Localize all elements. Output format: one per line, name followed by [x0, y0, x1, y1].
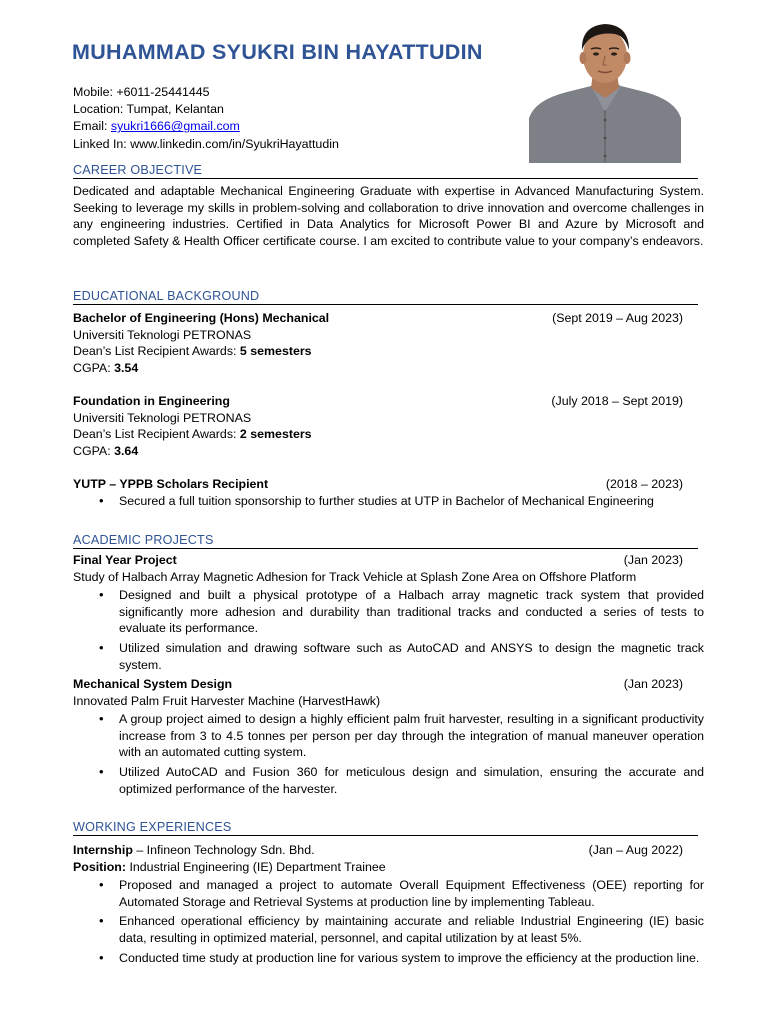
scholarship-name: YUTP – YPPB Scholars Recipient: [73, 477, 269, 491]
section-title-work: WORKING EXPERIENCES: [73, 820, 698, 836]
email-line: Email: syukri1666@gmail.com: [73, 119, 240, 134]
contact-block: [73, 84, 339, 153]
linkedin-line: Linked In: www.linkedin.com/in/SyukriHayattudin: [73, 136, 339, 151]
msd-date: (Jan 2023): [623, 677, 683, 691]
degree-institution: Universiti Teknologi PETRONAS: [73, 327, 252, 342]
section-title-education: EDUCATIONAL BACKGROUND: [73, 289, 698, 305]
project-fyp: [73, 552, 704, 676]
msd-name: Mechanical System Design: [73, 677, 233, 691]
foundation-cgpa: CGPA: 3.64: [73, 443, 139, 458]
scholarship-date: (2018 – 2023): [605, 477, 683, 491]
list-item: • Utilized simulation and drawing software such as AutoCAD and ANSYS to design the magnetic track system.: [73, 640, 704, 673]
work-experience: [73, 842, 704, 969]
profile-photo: [529, 20, 681, 163]
foundation-deans-list: Dean’s List Recipient Awards: 2 semesters: [73, 427, 312, 442]
msd-subtitle: Innovated Palm Fruit Harvester Machine (HarvestHawk): [73, 693, 381, 708]
mobile-line: Mobile: +6011-25441445: [73, 85, 210, 99]
mobile-number: +6011-25441445: [116, 85, 210, 99]
list-item: • Conducted time study at production line for various system to improve the efficiency at the production line.: [73, 950, 704, 967]
career-objective-text: Dedicated and adaptable Mechanical Engineering Graduate with expertise in Advanced Manufacturing System. Seeking to leverage my skills in problem-solving and collaboration to drive innovation and overcome challenges in any engineering industries. Certified in Data Analytics for Microsoft Power BI and Azure by Microsoft and completed Safety & Health Officer certificate course. I am excited to contribute value to your company’s endeavors.: [73, 184, 704, 248]
list-item: • Secured a full tuition sponsorship to further studies at UTP in Bachelor of Mechanical Engineering: [73, 493, 704, 510]
foundation-name: Foundation in Engineering: [73, 394, 230, 408]
education-degree: [73, 310, 704, 376]
degree-deans-list: Dean’s List Recipient Awards: 5 semesters: [73, 344, 312, 359]
list-item: • Designed and built a physical prototype of a Halbach array magnetic track system that provided significantly more adhesion and durability than traditional tracks and conducted a series of tests to evaluate its performance.: [73, 587, 704, 637]
fyp-bullets: [73, 587, 704, 673]
foundation-institution: Universiti Teknologi PETRONAS: [73, 410, 252, 425]
location-line: Location: Tumpat, Kelantan: [73, 102, 224, 117]
location-value: Tumpat, Kelantan: [126, 102, 224, 117]
foundation-date: (July 2018 – Sept 2019): [551, 394, 683, 408]
fyp-name: Final Year Project: [73, 553, 177, 567]
list-item: • A group project aimed to design a highly efficient palm fruit harvester, resulting in a significant productivity increase from 3 to 4.5 tonnes per person per day through the integration of manual maneuver operation with an automated cutting system.: [73, 711, 704, 761]
email-link[interactable]: syukri1666@gmail.com: [110, 119, 240, 134]
education-foundation: [73, 393, 704, 459]
work-role: Internship – Infineon Technology Sdn. Bhd.: [73, 843, 315, 857]
degree-cgpa: CGPA: 3.54: [73, 360, 139, 375]
section-title-career: CAREER OBJECTIVE: [73, 163, 698, 179]
list-item: • Proposed and managed a project to automate Overall Equipment Effectiveness (OEE) reporting for Automated Storage and Retrieval Systems at production line by implementing Tableau.: [73, 877, 704, 910]
education-scholarship: [73, 476, 704, 512]
fyp-date: (Jan 2023): [623, 553, 683, 567]
candidate-name: MUHAMMAD SYUKRI BIN HAYATTUDIN: [72, 40, 483, 64]
work-position: Position: Industrial Engineering (IE) Department Trainee: [73, 859, 386, 874]
section-title-projects: ACADEMIC PROJECTS: [73, 533, 698, 549]
scholarship-bullets: [73, 493, 704, 510]
project-msd: [73, 676, 704, 800]
degree-name: Bachelor of Engineering (Hons) Mechanical: [73, 311, 330, 325]
work-bullets: [73, 877, 704, 966]
msd-bullets: [73, 711, 704, 797]
list-item: • Utilized AutoCAD and Fusion 360 for meticulous design and simulation, ensuring the accurate and optimized performance of the harvester.: [73, 764, 704, 797]
degree-date: (Sept 2019 – Aug 2023): [552, 311, 683, 325]
linkedin-url: www.linkedin.com/in/SyukriHayattudin: [130, 136, 339, 151]
fyp-subtitle: Study of Halbach Array Magnetic Adhesion for Track Vehicle at Splash Zone Area on Offshore Platform: [73, 569, 637, 584]
work-date: (Jan – Aug 2022): [588, 843, 683, 857]
list-item: • Enhanced operational efficiency by maintaining accurate and reliable Industrial Engineering (IE) basic data, resulting in optimized material, personnel, and capital utilization by at least 5%.: [73, 913, 704, 946]
